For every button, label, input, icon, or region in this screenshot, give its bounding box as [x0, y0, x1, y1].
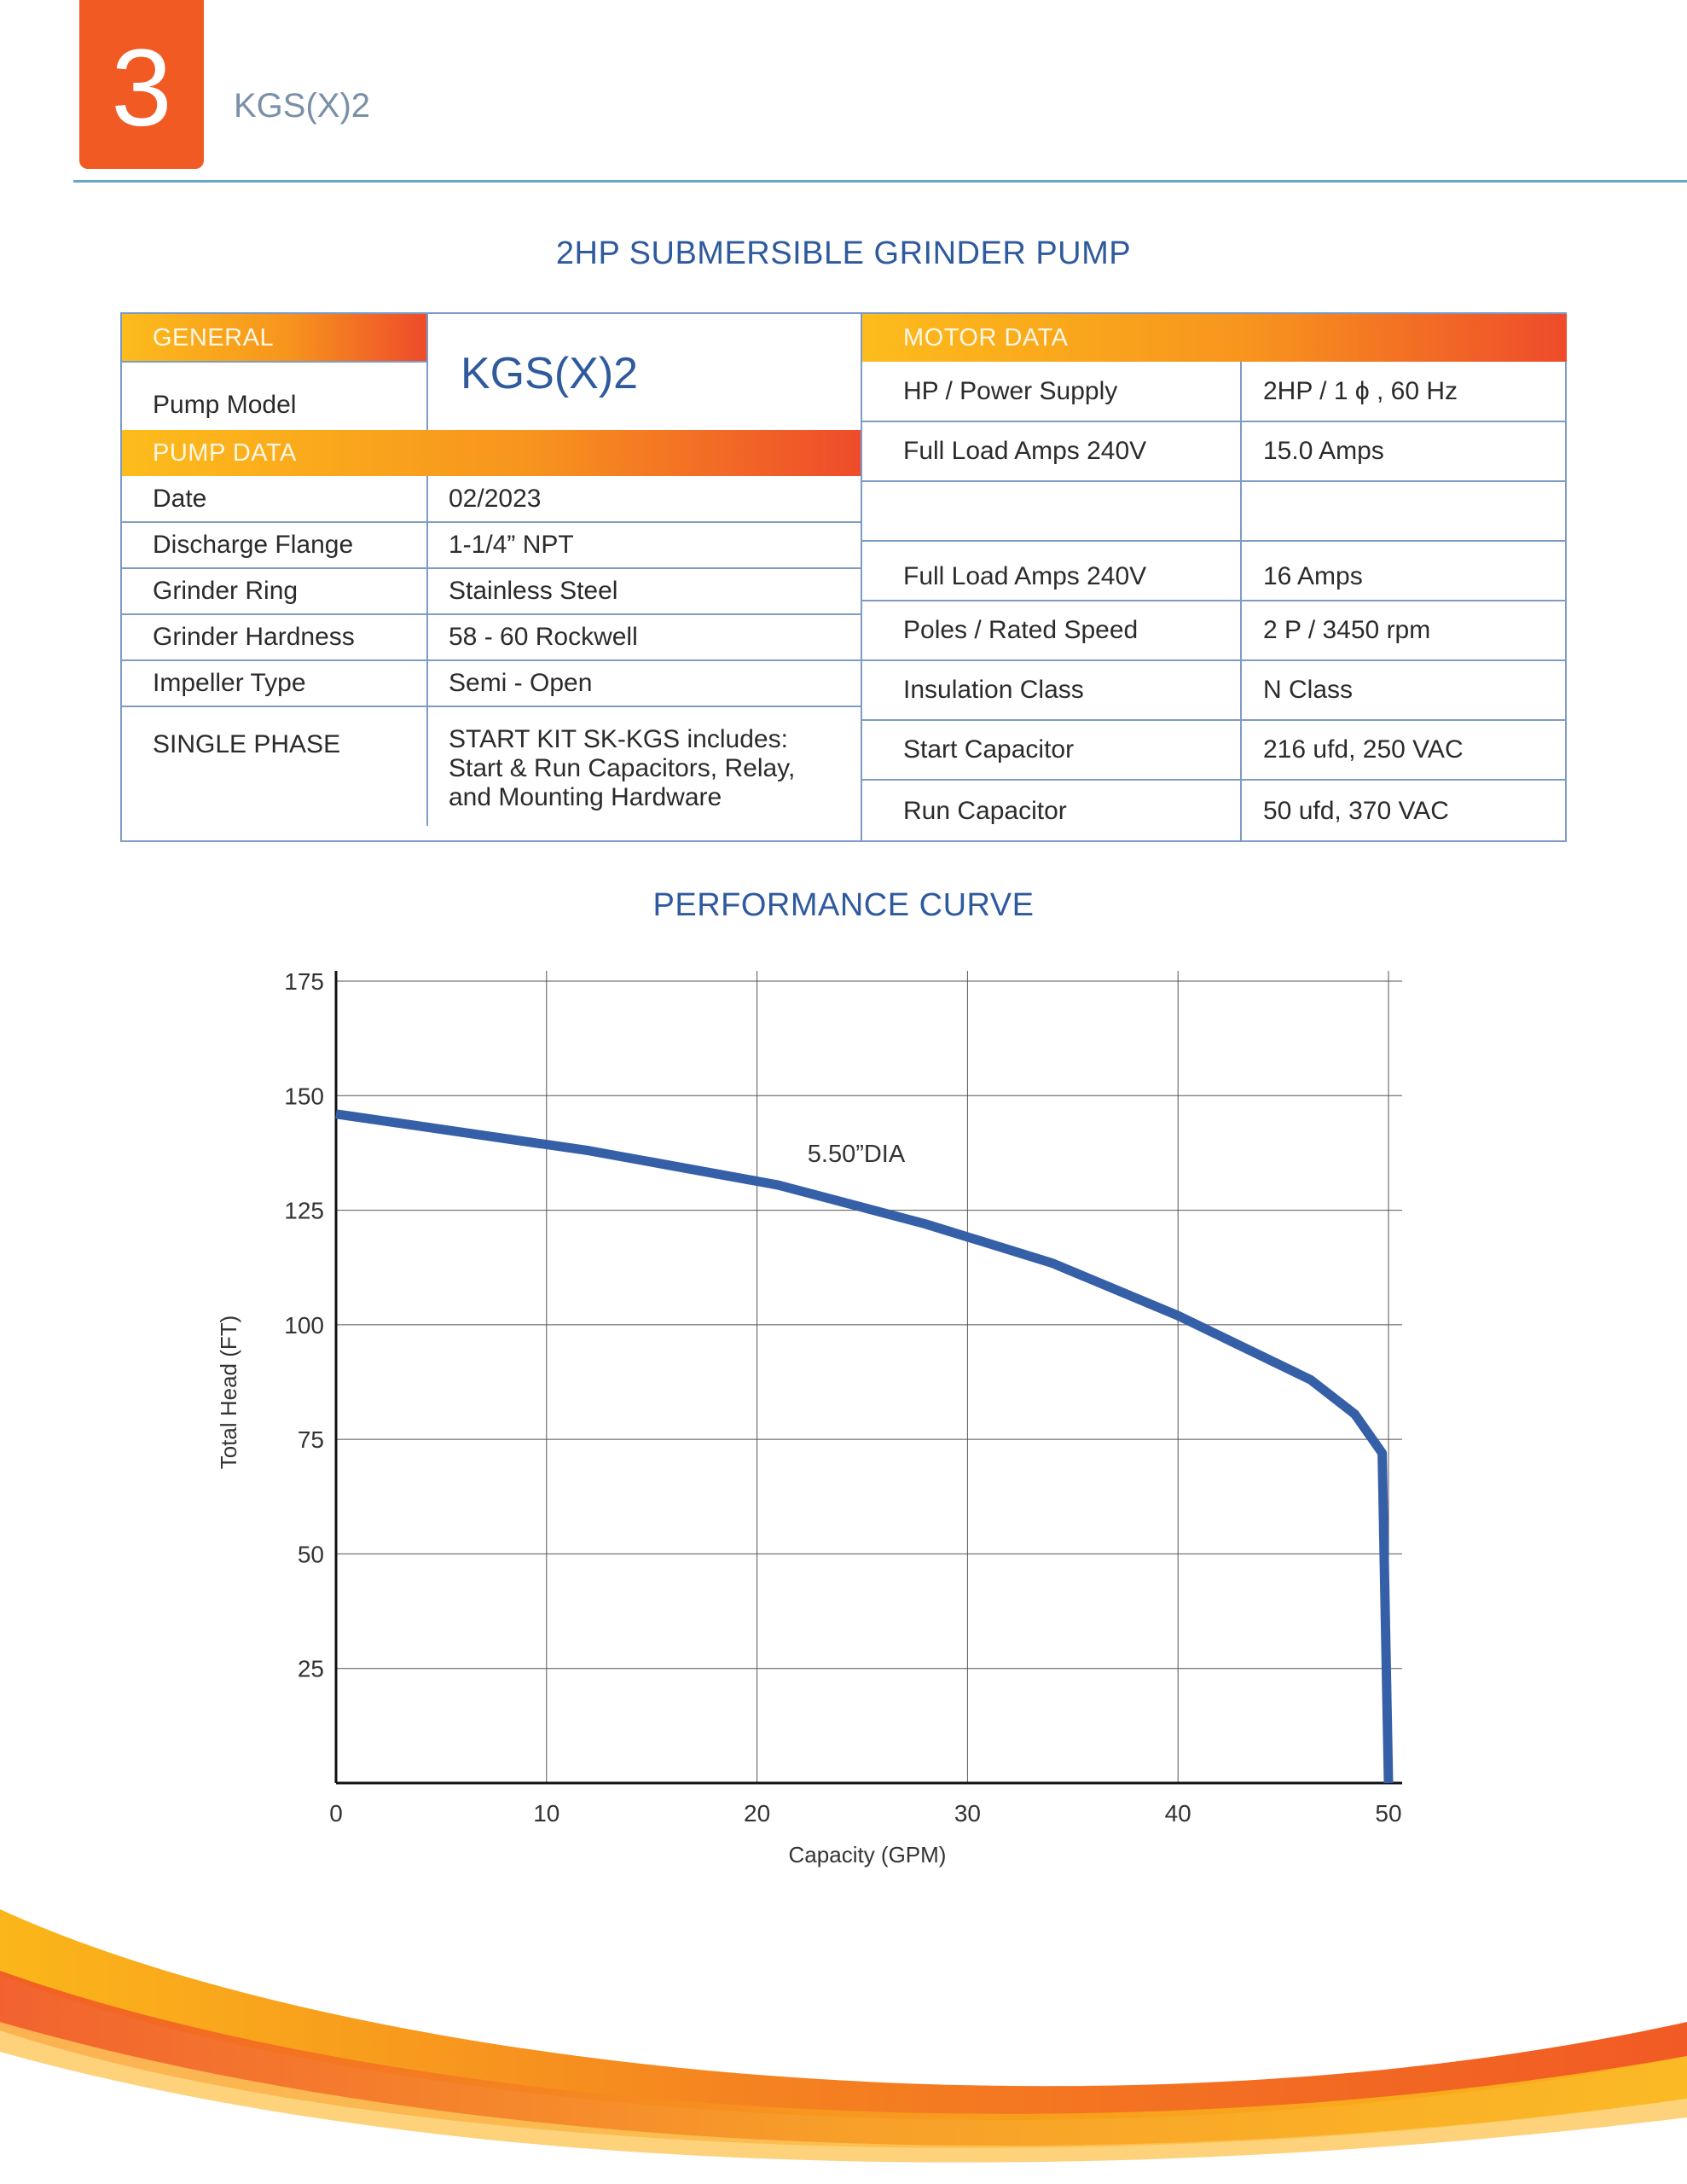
- row-divider: [862, 480, 1567, 482]
- motor-data-label: Full Load Amps 240V: [903, 437, 1147, 465]
- motor-data-heading: MOTOR DATA: [862, 314, 1567, 362]
- pump-model-value: KGS(X)2: [461, 349, 639, 398]
- row-divider: [122, 567, 862, 569]
- col-divider: [426, 476, 428, 826]
- chart-ticks: [284, 968, 1401, 1827]
- y-tick-label: 100: [284, 1311, 324, 1339]
- row-divider: [122, 361, 426, 363]
- x-tick-label: 10: [533, 1800, 560, 1827]
- row-divider: [862, 659, 1567, 661]
- y-axis-label: Total Head (FT): [216, 1315, 241, 1470]
- motor-data-label: Insulation Class: [903, 676, 1084, 704]
- start-kit-line: START KIT SK-KGS includes:: [449, 725, 788, 753]
- motor-data-value: 50 ufd, 370 VAC: [1263, 796, 1449, 825]
- motor-data-value: 16 Amps: [1263, 562, 1363, 590]
- row-divider: [862, 600, 1567, 601]
- motor-data-label: Start Capacitor: [903, 735, 1075, 764]
- general-pump-table: [120, 312, 862, 842]
- motor-data-value: [1241, 481, 1567, 541]
- x-axis-label: Capacity (GPM): [788, 1842, 947, 1867]
- pump-data-value: 1-1/4” NPT: [449, 531, 574, 559]
- motor-data-value: 15.0 Amps: [1263, 437, 1384, 465]
- general-heading: GENERAL: [122, 314, 426, 362]
- motor-data-label: [862, 481, 1241, 541]
- pump-data-value: 58 - 60 Rockwell: [449, 623, 638, 651]
- y-tick-label: 125: [284, 1197, 324, 1224]
- row-divider: [122, 613, 862, 615]
- row-divider: [122, 706, 862, 707]
- y-tick-label: 25: [297, 1655, 324, 1682]
- y-tick-label: 50: [297, 1541, 324, 1568]
- x-tick-label: 50: [1375, 1800, 1402, 1827]
- y-tick-label: 75: [297, 1426, 324, 1454]
- section-number: 3: [111, 27, 172, 149]
- single-phase-label: SINGLE PHASE: [153, 730, 341, 758]
- chart-grid: [336, 971, 1402, 1783]
- x-tick-label: 0: [329, 1800, 343, 1827]
- pump-data-value: 02/2023: [449, 485, 542, 513]
- motor-data-value: N Class: [1263, 676, 1354, 704]
- y-tick-label: 175: [284, 968, 324, 995]
- header-divider: [73, 180, 1687, 183]
- decorative-swoosh: [0, 1894, 1687, 2184]
- motor-data-value: 2HP / 1 ϕ , 60 Hz: [1263, 377, 1458, 405]
- motor-data-label: Poles / Rated Speed: [903, 616, 1139, 644]
- row-divider: [862, 719, 1567, 721]
- chart-series: [336, 1114, 1388, 1783]
- start-kit-text: [426, 706, 862, 826]
- motor-data-label: HP / Power Supply: [903, 377, 1118, 405]
- x-tick-label: 40: [1164, 1800, 1191, 1827]
- row-divider: [862, 779, 1567, 781]
- pump-model-label: Pump Model: [153, 391, 297, 419]
- x-tick-label: 30: [954, 1800, 981, 1827]
- pump-data-value: Semi - Open: [449, 669, 593, 697]
- pump-data-label: Grinder Ring: [153, 577, 299, 605]
- pump-data-label: Discharge Flange: [153, 531, 354, 559]
- motor-data-table: [861, 312, 1567, 842]
- chart-title: PERFORMANCE CURVE: [652, 887, 1035, 923]
- performance-chart: [0, 938, 1687, 1894]
- motor-data-label: Full Load Amps 240V: [903, 562, 1147, 590]
- pump-data-heading: PUMP DATA: [122, 430, 862, 476]
- pump-data-label: Grinder Hardness: [153, 623, 355, 651]
- pump-data-label: Date: [153, 485, 207, 513]
- pump-data-value: Stainless Steel: [449, 577, 618, 605]
- col-divider: [1240, 362, 1242, 842]
- motor-data-value: 2 P / 3450 rpm: [1263, 616, 1431, 644]
- row-divider: [122, 659, 862, 661]
- row-divider: [862, 540, 1567, 542]
- row-divider: [122, 521, 862, 523]
- series-label: 5.50”DIA: [807, 1141, 906, 1168]
- start-kit-line: and Mounting Hardware: [449, 783, 722, 811]
- header-model: KGS(X)2: [234, 87, 371, 125]
- chart-axes: [336, 971, 1402, 1783]
- pump-data-label: Impeller Type: [153, 669, 306, 697]
- row-divider: [862, 421, 1567, 422]
- page-title: 2HP SUBMERSIBLE GRINDER PUMP: [555, 235, 1132, 271]
- y-tick-label: 150: [284, 1083, 324, 1110]
- motor-data-value: 216 ufd, 250 VAC: [1263, 735, 1464, 764]
- section-number-badge: [79, 0, 204, 169]
- start-kit-line: Start & Run Capacitors, Relay,: [449, 754, 796, 782]
- performance-curve-line: [336, 1114, 1388, 1783]
- x-tick-label: 20: [744, 1800, 771, 1827]
- col-divider: [426, 314, 428, 430]
- motor-data-label: Run Capacitor: [903, 796, 1067, 825]
